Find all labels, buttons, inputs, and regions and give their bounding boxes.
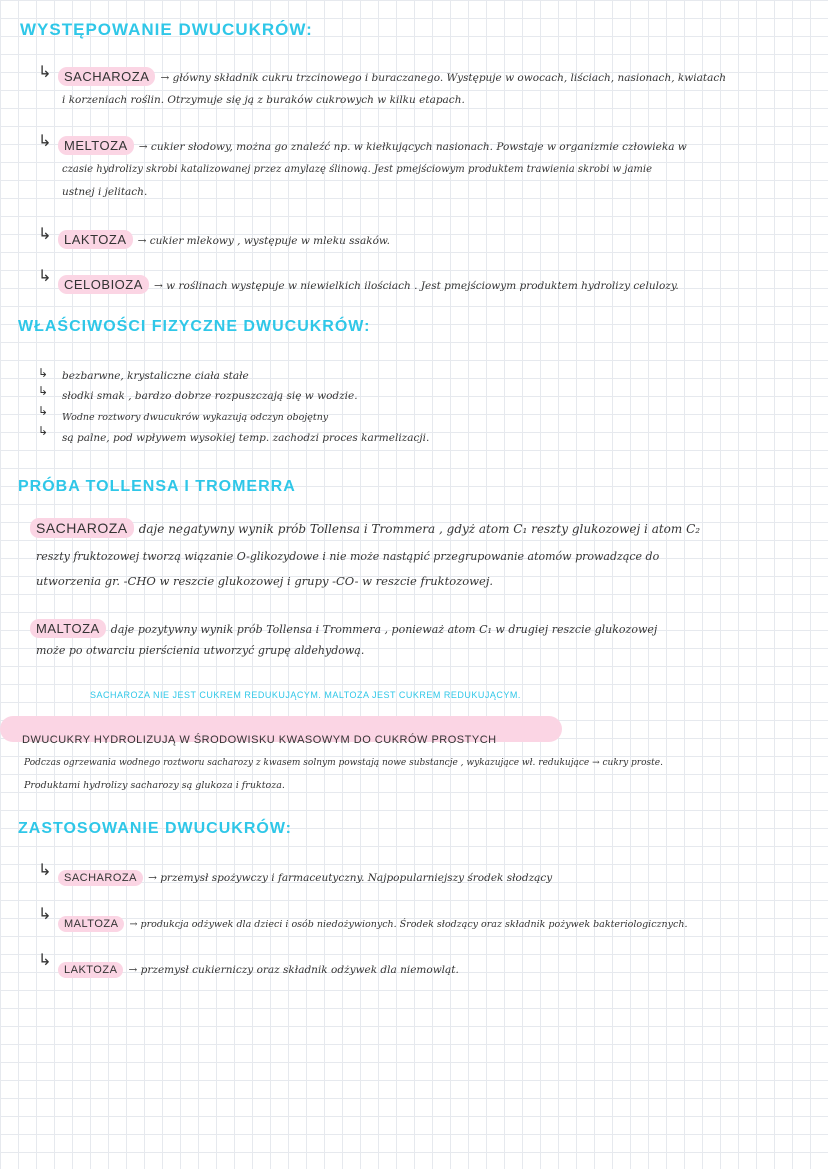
term-sacharoza: SACHAROZA — [58, 67, 155, 86]
corner-arrow-icon: ↳ — [38, 860, 52, 879]
term-meltoza: MELTOZA — [58, 136, 134, 155]
property-item: słodki smak , bardzo dobrze rozpuszczają się w wodzie. — [62, 390, 358, 402]
term-celobioza: CELOBIOZA — [58, 275, 149, 294]
heading-occurrence: WYSTĘPOWANIE DWUCUKRÓW: — [20, 20, 313, 39]
corner-arrow-icon: ↳ — [38, 266, 52, 285]
occurrence-line: → w roślinach występuje w niewielkich ilościach . Jest pmejściowym produktem hydrolizy celulozy. — [154, 280, 679, 292]
property-item: bezbarwne, krystaliczne ciała stałe — [62, 370, 249, 382]
tollens-maltoza — [30, 618, 657, 637]
corner-arrow-icon: ↳ — [38, 366, 49, 380]
term-sacharoza: SACHAROZA — [30, 518, 134, 538]
property-item: są palne, pod wpływem wysokiej temp. zachodzi proces karmelizacji. — [62, 432, 430, 444]
corner-arrow-icon: ↳ — [38, 224, 52, 243]
occurrence-line: ustnej i jelitach. — [62, 186, 148, 198]
occurrence-item-meltoza — [58, 135, 687, 154]
term-laktoza: LAKTOZA — [58, 230, 133, 249]
hydrolysis-line: Produktami hydrolizy sacharozy są glukoza i fruktoza. — [24, 780, 285, 791]
corner-arrow-icon: ↳ — [38, 904, 52, 923]
corner-arrow-icon: ↳ — [38, 424, 49, 438]
heading-properties: WŁAŚCIWOŚCI FIZYCZNE DWUCUKRÓW: — [18, 318, 371, 335]
occurrence-line: → główny składnik cukru trzcinowego i buraczanego. Występuje w owocach, liściach, nasionach, kwiatach — [160, 72, 726, 84]
corner-arrow-icon: ↳ — [38, 62, 52, 81]
occurrence-item-sacharoza — [58, 66, 726, 85]
occurrence-line: → cukier mlekowy , występuje w mleku ssaków. — [137, 235, 390, 247]
occurrence-line: → cukier słodowy, można go znaleźć np. w kiełkujących nasionach. Powstaje w organizmie człowieka w — [138, 141, 687, 153]
term-maltoza: MALTOZA — [30, 619, 106, 638]
heading-tollens: PRÓBA TOLLENSA I TROMERRA — [18, 478, 296, 495]
corner-arrow-icon: ↳ — [38, 384, 49, 398]
tollens-line: utworzenia gr. -CHO w reszcie glukozowej i grupy -CO- w reszcie fruktozowej. — [36, 574, 494, 588]
term-sacharoza: SACHAROZA — [58, 870, 143, 886]
use-item-laktoza — [58, 958, 459, 977]
corner-arrow-icon: ↳ — [38, 404, 49, 418]
corner-arrow-icon: ↳ — [38, 131, 52, 150]
use-item-maltoza — [58, 912, 687, 931]
property-item: Wodne roztwory dwucukrów wykazują odczyn obojętny — [62, 412, 329, 423]
use-line: → produkcja odżywek dla dzieci i osób niedożywionych. Środek słodzący oraz składnik pożywek bakteriologicznych. — [129, 919, 688, 930]
corner-arrow-icon: ↳ — [38, 950, 52, 969]
tollens-line: reszty fruktozowej tworzą wiązanie O-glikozydowe i nie może nastąpić przegrupowanie atomów prowadzące do — [36, 550, 660, 563]
tollens-line: daje pozytywny wynik prób Tollensa i Trommera , ponieważ atom C₁ w drugiej reszcie glukozowej — [110, 623, 658, 636]
heading-hydrolysis: DWUCUKRY HYDROLIZUJĄ W ŚRODOWISKU KWASOWYM DO CUKRÓW PROSTYCH — [22, 734, 497, 746]
tollens-line: może po otwarciu pierścienia utworzyć grupę aldehydową. — [36, 644, 365, 657]
term-laktoza: LAKTOZA — [58, 962, 123, 978]
use-line: → przemysł spożywczy i farmaceutyczny. Najpopularniejszy środek słodzący — [148, 872, 553, 884]
tollens-line: daje negatywny wynik prób Tollensa i Trommera , gdyż atom C₁ reszty glukozowej i atom C₂ — [138, 522, 701, 536]
reducing-sugar-note: SACHAROZA NIE JEST CUKREM REDUKUJĄCYM. MALTOZA JEST CUKREM REDUKUJĄCYM. — [90, 690, 521, 700]
occurrence-line: i korzeniach roślin. Otrzymuje się ją z buraków cukrowych w kilku etapach. — [62, 94, 465, 106]
term-maltoza: MALTOZA — [58, 916, 124, 932]
use-line: → przemysł cukierniczy oraz składnik odżywek dla niemowląt. — [128, 964, 459, 976]
use-item-sacharoza — [58, 866, 552, 885]
heading-uses: ZASTOSOWANIE DWUCUKRÓW: — [18, 820, 292, 837]
occurrence-line: czasie hydrolizy skrobi katalizowanej przez amylazę ślinową. Jest pmejściowym produktem trawienia skrobi w jamie — [62, 164, 653, 175]
hydrolysis-line: Podczas ogrzewania wodnego roztworu sacharozy z kwasem solnym powstają nowe substancje , wykazujące wł. redukujące → cukry proste. — [24, 758, 663, 768]
occurrence-item-laktoza — [58, 229, 390, 248]
occurrence-item-celobioza — [58, 274, 679, 293]
tollens-sacharoza — [30, 518, 700, 537]
